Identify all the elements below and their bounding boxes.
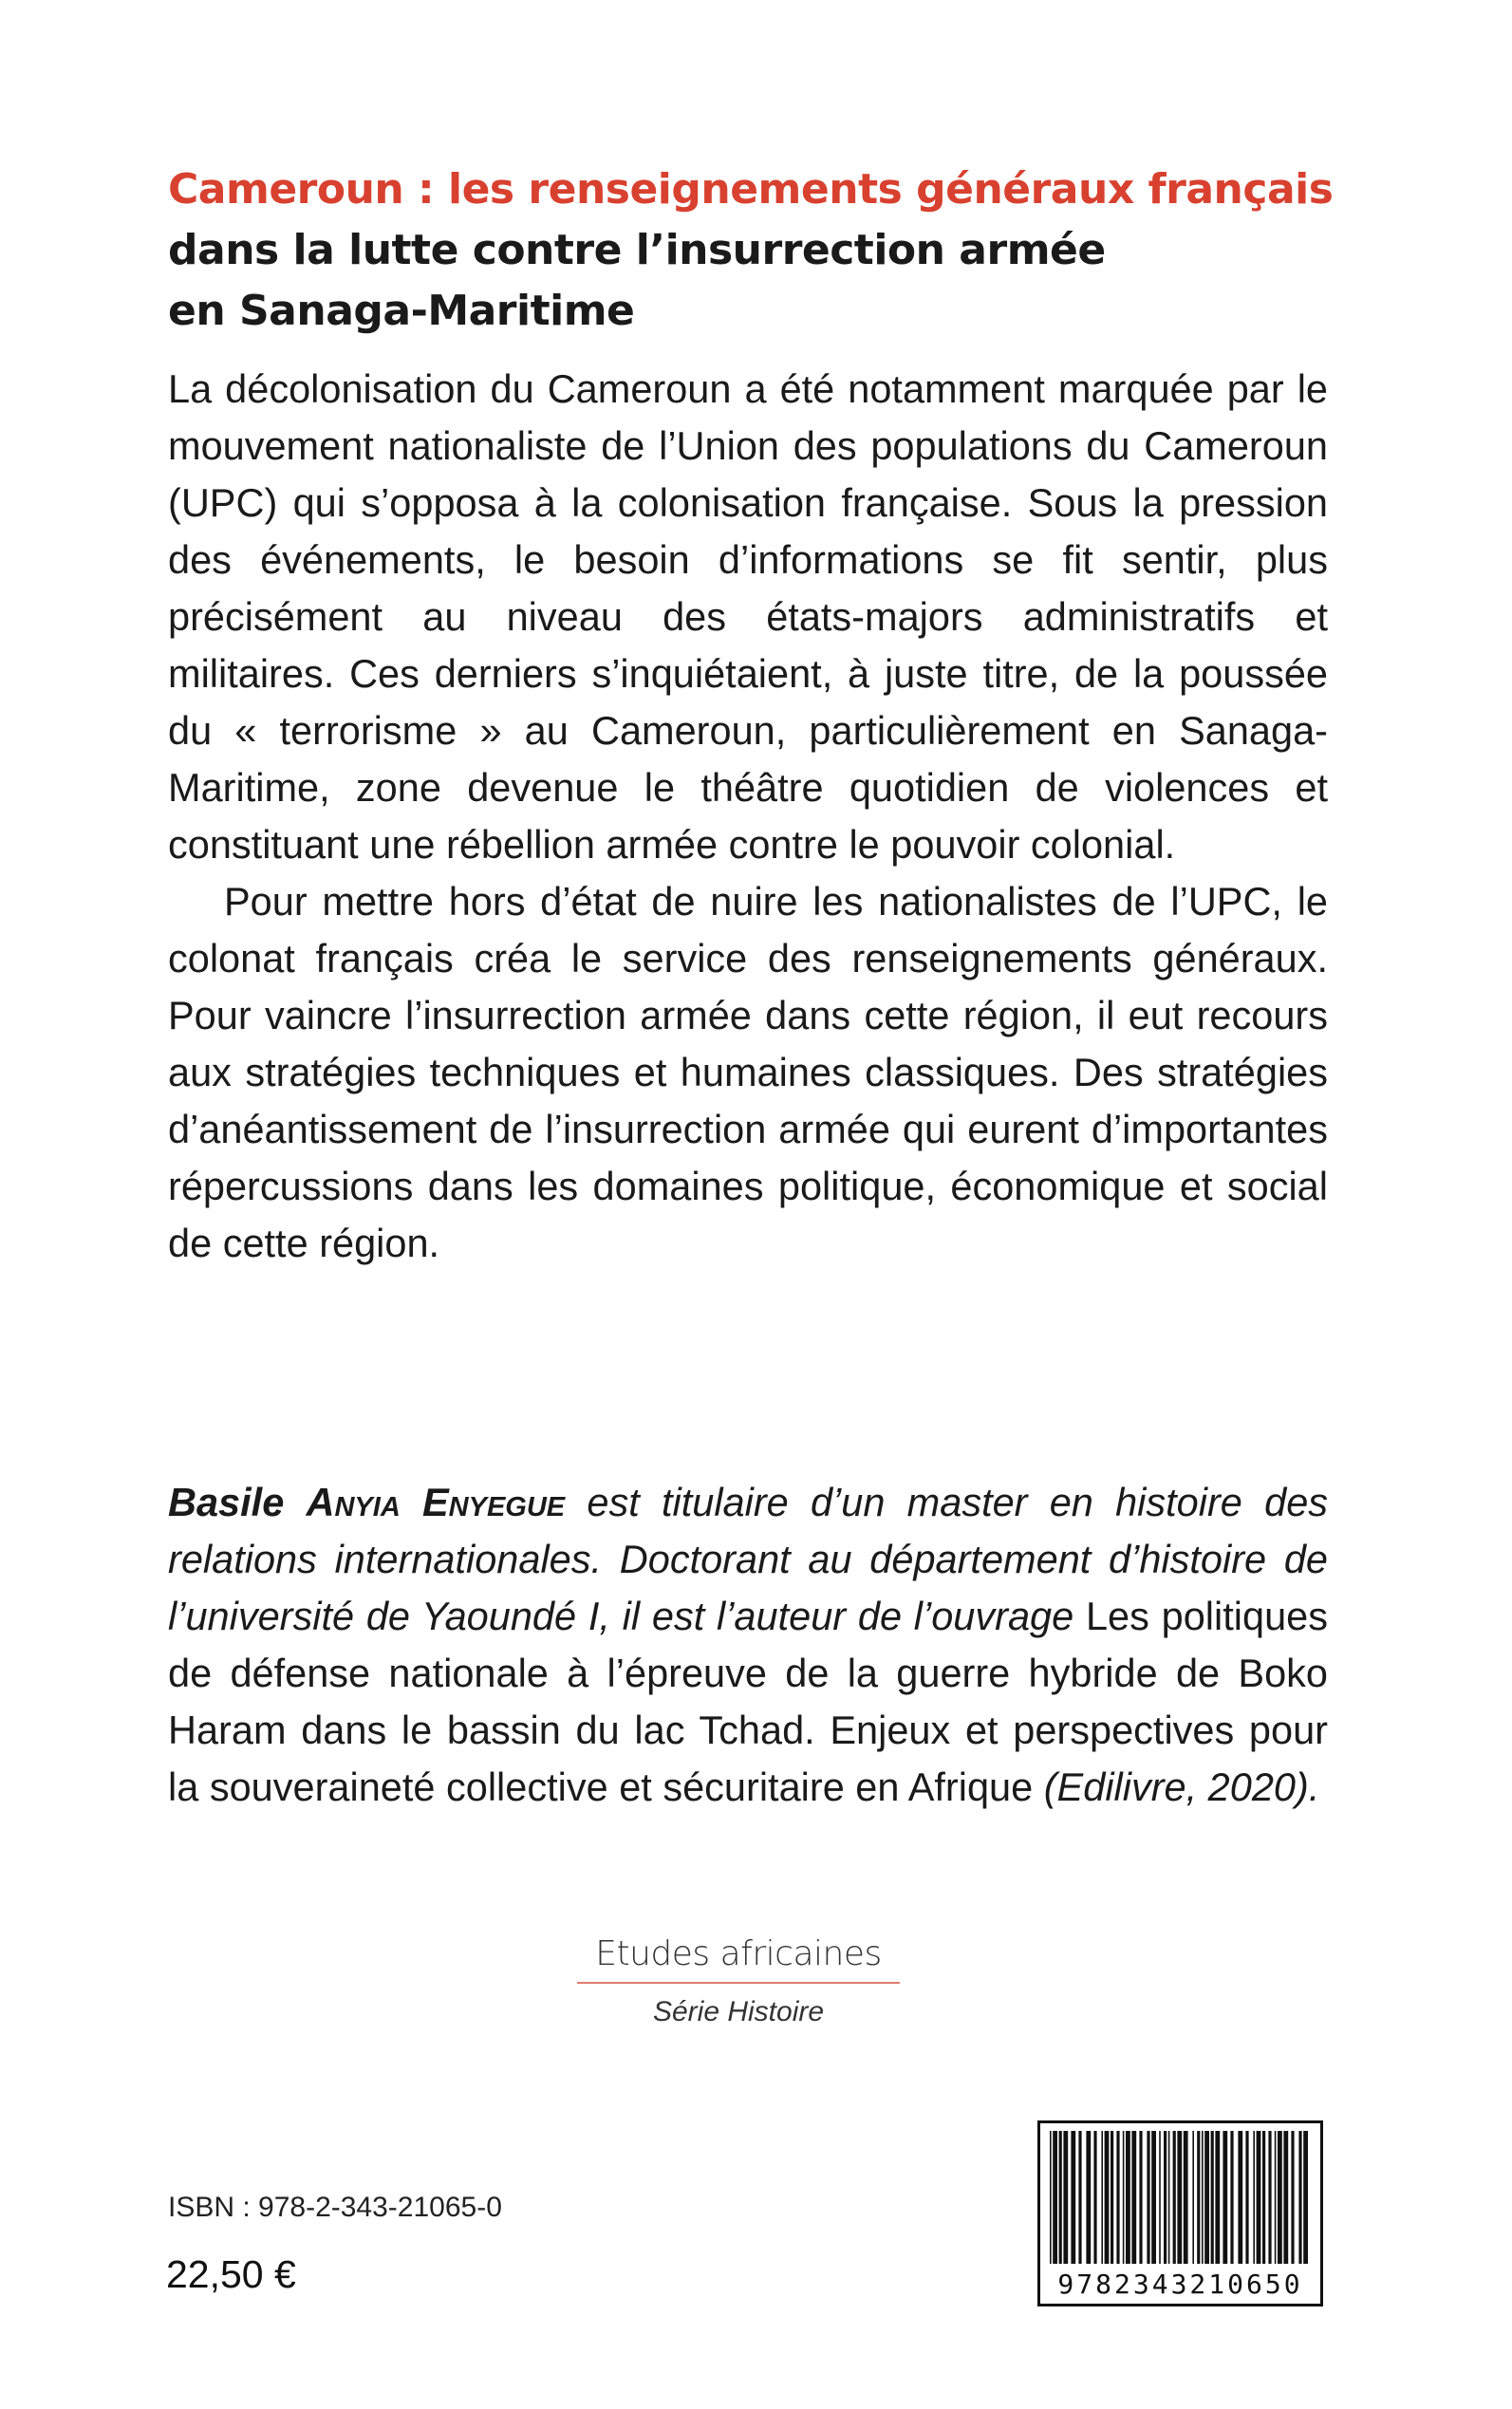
author-book-title: Les politiques de défense nationale à l’épreuve de la guerre hybride de Boko Haram dans le bassin du lac Tchad. Enjeux et perspectives pour la souveraineté collective et sécuritaire en Afrique xyxy=(168,1594,1328,1809)
barcode-bar xyxy=(1151,2131,1156,2264)
summary-paragraph-1: La décolonisation du Cameroun a été notamment marquée par le mouvement nationaliste de l’Union des populations du Cameroun (UPC) qui s’opposa à la colonisation française. Sous la pression des événements, le besoin d’informations se fit sentir, plus précisément au niveau des états-majors administratifs et militaires. Ces derniers s’inquiétaient, à juste titre, de la poussée du « terrorisme » au Cameroun, particulièrement en Sanaga-Maritime, zone devenue le théâtre quotidien de violences et constituant une rébellion armée contre le pouvoir colonial. xyxy=(168,366,1328,867)
barcode-bar xyxy=(1116,2131,1119,2264)
title-line-1: Cameroun : les renseignements généraux français xyxy=(168,165,1334,214)
barcode-bar xyxy=(1071,2131,1075,2264)
barcode-bar xyxy=(1086,2131,1091,2264)
barcode-bar xyxy=(1257,2131,1261,2264)
barcode-bar xyxy=(1168,2131,1170,2264)
barcode-bar xyxy=(1101,2131,1103,2264)
barcode-bar xyxy=(1268,2131,1271,2264)
series-name: Etudes africaines xyxy=(577,1933,900,1984)
barcode-bar xyxy=(1202,2131,1204,2264)
barcode-bar xyxy=(1050,2131,1052,2264)
barcode-bar xyxy=(1126,2131,1130,2264)
author-book-publisher: (Edilivre, 2020). xyxy=(1043,1765,1320,1809)
barcode-bar xyxy=(1298,2131,1301,2264)
barcode-bar xyxy=(1111,2131,1113,2264)
barcode-digits: 9782343210650 xyxy=(1057,2269,1303,2300)
barcode-bar xyxy=(1159,2131,1161,2264)
author-bio-intro: est titulaire d’un master en histoire des relations internationales. Doctorant au département d’histoire de l’université de Yaoundé I, il est l’auteur de l’ouvrage xyxy=(168,1480,1329,1638)
barcode-bar xyxy=(1278,2131,1282,2264)
barcode-bar xyxy=(1093,2131,1096,2264)
barcode-bar xyxy=(1063,2131,1068,2264)
barcode-bar xyxy=(1303,2131,1308,2264)
series-logo xyxy=(577,1933,900,2033)
back-cover-summary xyxy=(168,361,1328,1272)
barcode-bar xyxy=(1078,2131,1081,2264)
barcode-bar xyxy=(1147,2131,1149,2264)
barcode-bar xyxy=(1204,2131,1209,2264)
barcode xyxy=(1037,2120,1323,2306)
barcode-bar xyxy=(1192,2131,1194,2264)
summary-paragraph-2: Pour mettre hors d’état de nuire les nationalistes de l’UPC, le colonat français créa le service des renseignements généraux. Pour vaincre l’insurrection armée dans cette région, il eut recours aux stratégies techniques et humaines classiques. Des stratégies d’anéantissement de l’insurrection armée qui eurent d’importantes répercussions dans les domaines politique, économique et social de cette région. xyxy=(168,879,1328,1265)
series-subtitle: Série Histoire xyxy=(652,1996,825,2027)
author-last-name: Anyia Enyegue xyxy=(306,1480,566,1524)
barcode-bar xyxy=(1283,2131,1288,2264)
barcode-bar xyxy=(1173,2131,1176,2264)
barcode-bar xyxy=(1215,2131,1220,2264)
barcode-bar xyxy=(1139,2131,1142,2264)
barcode-bar xyxy=(1253,2131,1255,2264)
barcode-bar xyxy=(1059,2131,1062,2264)
barcode-bars xyxy=(1048,2131,1313,2264)
barcode-bar xyxy=(1053,2131,1057,2264)
barcode-bar xyxy=(1184,2131,1188,2264)
author-first-name: Basile xyxy=(168,1480,285,1524)
barcode-bar xyxy=(1164,2131,1167,2264)
barcode-bar xyxy=(1245,2131,1248,2264)
isbn: ISBN : 978-2-343-21065-0 xyxy=(168,2192,502,2223)
barcode-bar xyxy=(1211,2131,1214,2264)
barcode-bar xyxy=(1230,2131,1233,2264)
barcode-bar xyxy=(1291,2131,1294,2264)
title-line-2: dans la lutte contre l’insurrection armée xyxy=(168,226,1106,274)
barcode-bar xyxy=(1123,2131,1125,2264)
barcode-bar xyxy=(1177,2131,1182,2264)
barcode-bar xyxy=(1275,2131,1277,2264)
barcode-bar xyxy=(1105,2131,1110,2264)
barcode-bar xyxy=(1223,2131,1227,2264)
barcode-bar xyxy=(1131,2131,1136,2264)
barcode-bar xyxy=(1238,2131,1242,2264)
barcode-bar xyxy=(1197,2131,1200,2264)
price: 22,50 € xyxy=(166,2252,296,2296)
author-bio xyxy=(168,1474,1328,1816)
book-title xyxy=(168,159,1345,342)
barcode-bar xyxy=(1262,2131,1265,2264)
title-line-3: en Sanaga-Maritime xyxy=(168,287,635,335)
